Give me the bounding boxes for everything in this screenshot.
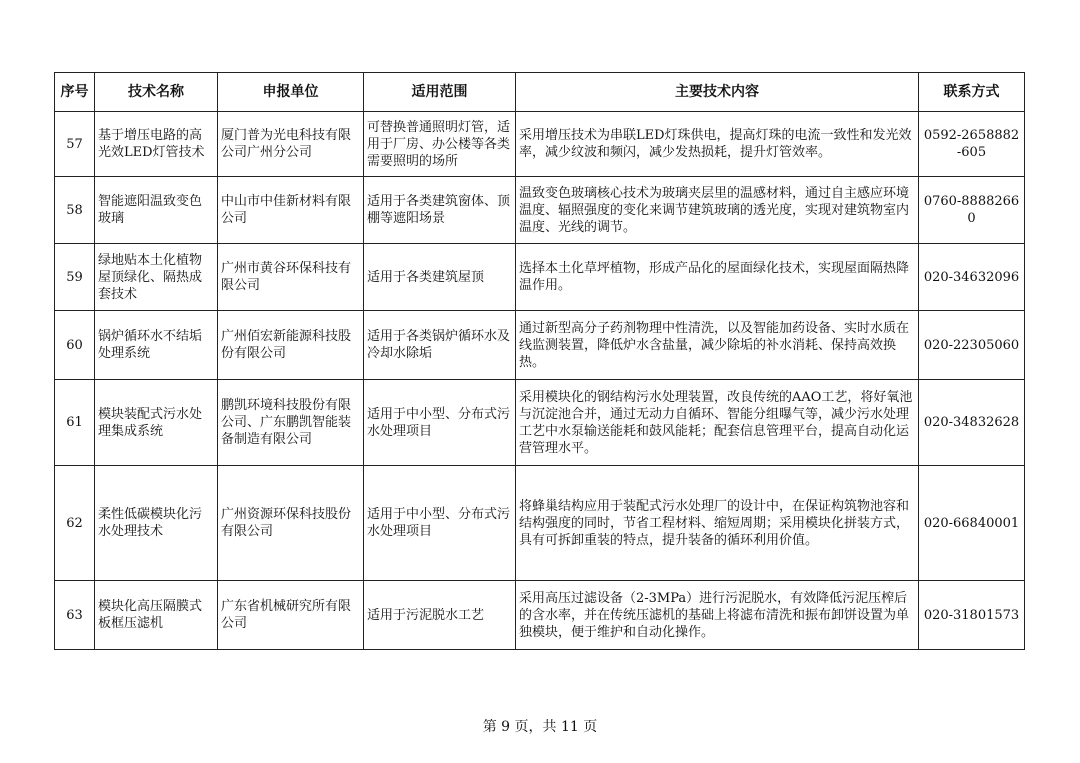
cell-tech-name: 绿地贴本土化植物屋顶绿化、隔热成套技术 bbox=[95, 244, 218, 311]
cell-applicant: 广州市黄谷环保科技有限公司 bbox=[218, 244, 364, 311]
cell-index: 61 bbox=[55, 380, 95, 466]
cell-contact: 020-34832628 bbox=[919, 380, 1025, 466]
table-row bbox=[55, 581, 1025, 650]
cell-tech-name: 基于增压电路的高光效LED灯管技术 bbox=[95, 112, 218, 177]
cell-applicant: 广东省机械研究所有限公司 bbox=[218, 581, 364, 650]
cell-tech-name: 柔性低碳模块化污水处理技术 bbox=[95, 466, 218, 581]
header-scope: 适用范围 bbox=[364, 73, 516, 112]
cell-contact: 0760-88882660 bbox=[919, 177, 1025, 244]
header-content: 主要技术内容 bbox=[516, 73, 919, 112]
cell-scope: 适用于各类锅炉循环水及冷却水除垢 bbox=[364, 311, 516, 380]
cell-index: 60 bbox=[55, 311, 95, 380]
cell-index: 63 bbox=[55, 581, 95, 650]
cell-content: 采用增压技术为串联LED灯珠供电，提高灯珠的电流一致性和发光效率，减少纹波和频闪，减少发热损耗，提升灯管效率。 bbox=[516, 112, 919, 177]
cell-contact: 020-34632096 bbox=[919, 244, 1025, 311]
cell-scope: 适用于各类建筑窗体、顶棚等遮阳场景 bbox=[364, 177, 516, 244]
cell-contact: 020-22305060 bbox=[919, 311, 1025, 380]
cell-index: 62 bbox=[55, 466, 95, 581]
cell-tech-name: 模块化高压隔膜式板框压滤机 bbox=[95, 581, 218, 650]
cell-scope: 适用于中小型、分布式污水处理项目 bbox=[364, 380, 516, 466]
cell-index: 58 bbox=[55, 177, 95, 244]
cell-contact: 020-66840001 bbox=[919, 466, 1025, 581]
header-contact: 联系方式 bbox=[919, 73, 1025, 112]
cell-applicant: 鹏凯环境科技股份有限公司、广东鹏凯智能装备制造有限公司 bbox=[218, 380, 364, 466]
cell-content: 温致变色玻璃核心技术为玻璃夹层里的温感材料，通过自主感应环境温度、辐照强度的变化来调节建筑玻璃的透光度，实现对建筑物室内温度、光线的调节。 bbox=[516, 177, 919, 244]
cell-tech-name: 锅炉循环水不结垢处理系统 bbox=[95, 311, 218, 380]
cell-content: 采用高压过滤设备（2-3MPa）进行污泥脱水，有效降低污泥压榨后的含水率，并在传统压滤机的基础上将滤布清洗和振布卸饼设置为单独模块，便于维护和自动化操作。 bbox=[516, 581, 919, 650]
cell-scope: 适用于中小型、分布式污水处理项目 bbox=[364, 466, 516, 581]
cell-index: 59 bbox=[55, 244, 95, 311]
table-row bbox=[55, 177, 1025, 244]
cell-contact: 020-31801573 bbox=[919, 581, 1025, 650]
cell-tech-name: 模块装配式污水处理集成系统 bbox=[95, 380, 218, 466]
page-footer: 第 9 页，共 11 页 bbox=[482, 719, 598, 735]
table-row bbox=[55, 244, 1025, 311]
cell-content: 将蜂巢结构应用于装配式污水处理厂的设计中，在保证构筑物池容和结构强度的同时，节省工程材料、缩短周期；采用模块化拼装方式，具有可拆卸重装的特点，提升装备的循环利用价值。 bbox=[516, 466, 919, 581]
table-row bbox=[55, 380, 1025, 466]
cell-scope: 适用于污泥脱水工艺 bbox=[364, 581, 516, 650]
cell-applicant: 中山市中佳新材料有限公司 bbox=[218, 177, 364, 244]
cell-tech-name: 智能遮阳温致变色玻璃 bbox=[95, 177, 218, 244]
cell-content: 采用模块化的钢结构污水处理装置，改良传统的AAO工艺，将好氧池与沉淀池合并，通过无动力自循环、智能分组曝气等，减少污水处理工艺中水泵输送能耗和鼓风能耗；配套信息管理平台，提高自动化运营管理水平。 bbox=[516, 380, 919, 466]
header-tech-name: 技术名称 bbox=[95, 73, 218, 112]
cell-content: 通过新型高分子药剂物理中性清洗，以及智能加药设备、实时水质在线监测装置，降低炉水含盐量，减少除垢的补水消耗、保持高效换热。 bbox=[516, 311, 919, 380]
cell-applicant: 厦门普为光电科技有限公司广州分公司 bbox=[218, 112, 364, 177]
cell-applicant: 广州佰宏新能源科技股份有限公司 bbox=[218, 311, 364, 380]
header-index: 序号 bbox=[55, 73, 95, 112]
cell-applicant: 广州资源环保科技股份有限公司 bbox=[218, 466, 364, 581]
cell-content: 选择本土化草坪植物，形成产品化的屋面绿化技术，实现屋面隔热降温作用。 bbox=[516, 244, 919, 311]
table-row bbox=[55, 466, 1025, 581]
cell-index: 57 bbox=[55, 112, 95, 177]
table-row bbox=[55, 112, 1025, 177]
table-header-row bbox=[55, 73, 1025, 112]
technology-table bbox=[54, 72, 1025, 650]
header-applicant: 申报单位 bbox=[218, 73, 364, 112]
cell-scope: 适用于各类建筑屋顶 bbox=[364, 244, 516, 311]
cell-scope: 可替换普通照明灯管，适用于厂房、办公楼等各类需要照明的场所 bbox=[364, 112, 516, 177]
table-row bbox=[55, 311, 1025, 380]
cell-contact: 0592-2658882-605 bbox=[919, 112, 1025, 177]
